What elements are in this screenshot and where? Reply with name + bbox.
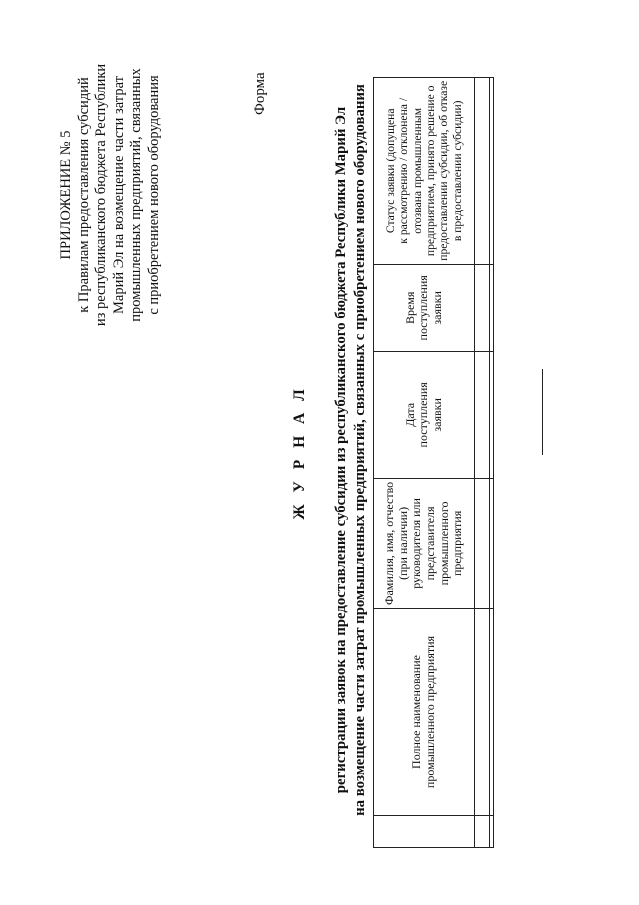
header-text-line: промышленного [436,501,451,586]
table-cell [490,264,494,351]
status-column-header [374,77,475,264]
table-cell [490,478,494,608]
table-cell [490,816,494,848]
signature-line [542,369,543,455]
representative-column-header [374,478,475,608]
table-cell [475,816,490,848]
table-cell [475,609,490,816]
table-cell [475,77,490,264]
appendix-line: Марий Эл на возмещение части затрат [110,76,127,314]
header-text-line: Дата [402,402,417,427]
number-column-header [374,816,475,848]
header-text-line: руководителя или [409,498,424,589]
table-cell [490,609,494,816]
header-text-line: поступления [416,382,431,448]
table-cell [490,77,494,264]
appendix-line: с приобретением нового оборудования [145,75,162,315]
header-text-line: поступления [416,275,431,341]
journal-title: Ж У Р Н А Л [291,385,308,520]
header-text-line: отозвана промышленным [410,107,424,234]
appendix-header [58,45,164,345]
header-text-line: Полное наименование [409,655,424,769]
table-cell [475,351,490,478]
header-text-line: предоставлении субсидии, об отказе [437,80,451,261]
appendix-line: промышленных предприятий, связанных [128,68,145,322]
table-cell [475,478,490,608]
header-text-line: заявки [429,291,444,325]
header-text-line: заявки [429,398,444,432]
header-text-line: Фамилия, имя, отчество [382,481,397,605]
header-text-line: Время [402,291,417,325]
table-row [475,77,490,847]
registration-table [373,77,494,848]
company-name-column-header [374,609,475,816]
subtitle-line: на возмещение части затрат промышленных предприятий, связанных с приобретением нового оборудования [351,84,368,816]
header-text-line: (при наличии) [395,506,410,580]
table-row [490,77,494,847]
header-text-line: предприятием, принято решение о [424,85,437,257]
journal-subtitle [332,25,369,875]
header-text-line: к рассмотрению / отклонена / [397,97,411,244]
appendix-line: к Правилам предоставления субсидий [75,77,92,313]
header-text-line: предприятия [450,510,465,577]
forma-label: Форма [252,72,268,115]
appendix-line: ПРИЛОЖЕНИЕ № 5 [58,130,74,260]
date-column-header [374,351,475,478]
header-text-line: промышленного предприятия [423,635,437,789]
header-text-line: Статус заявки (допущена [383,108,397,234]
table-header-row [374,77,475,847]
table-cell [490,351,494,478]
time-column-header [374,264,475,351]
subtitle-line: регистрации заявок на предоставление субсидии из республиканского бюджета Республики Марий Эл [333,106,349,794]
header-text-line: в предоставлении субсидии) [450,100,464,242]
header-text-line: представителя [423,506,437,581]
appendix-line: из республиканского бюджета Республики [93,63,110,327]
table-cell [475,264,490,351]
